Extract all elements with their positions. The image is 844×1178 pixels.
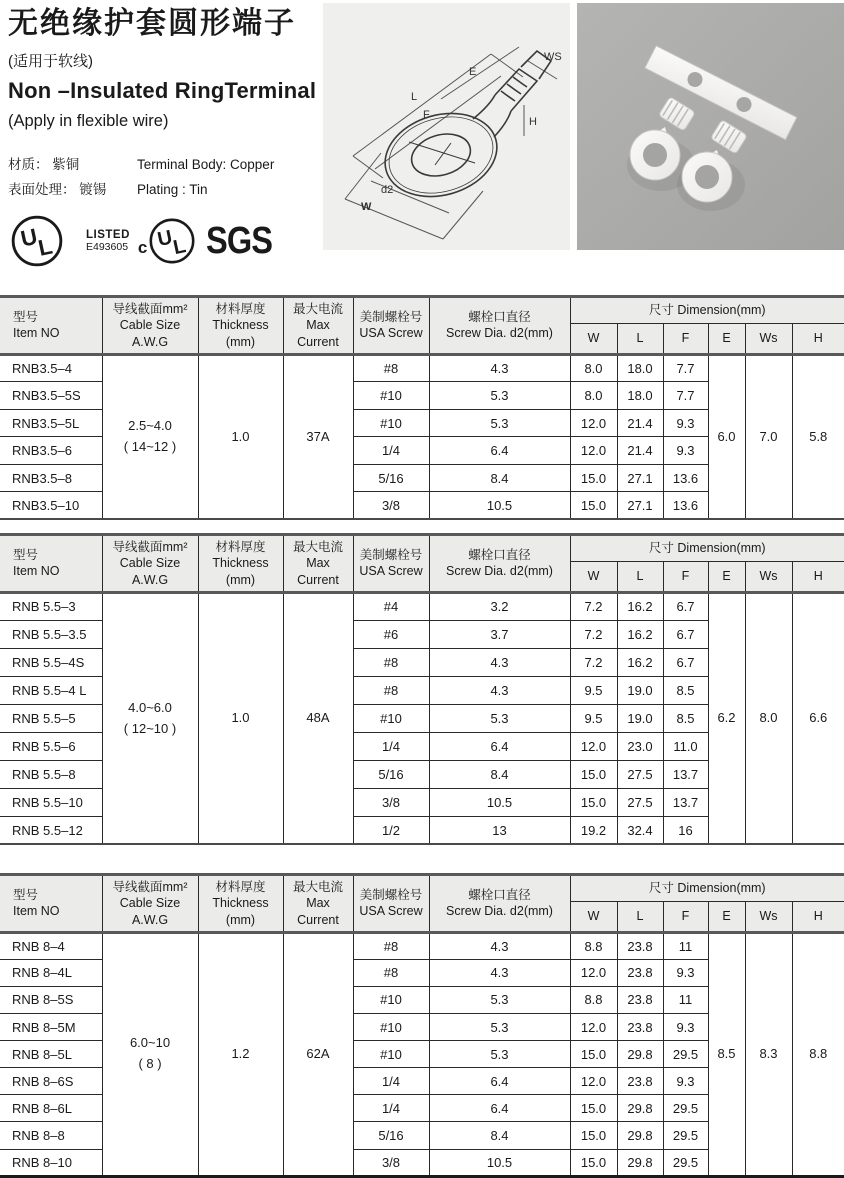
item-no-cell: RNB 5.5–4 L	[0, 676, 102, 704]
cable-size-value: 4.0~6.0	[128, 699, 172, 715]
col-header-current	[283, 297, 353, 355]
dim-w-cell: 12.0	[570, 409, 617, 437]
certification-logos	[10, 212, 282, 270]
dim-ws-cell: 8.0	[745, 592, 792, 844]
screw-dia-cell: 3.7	[429, 620, 570, 648]
col-header-cable-cn: 导线截面mm²	[112, 880, 188, 894]
item-no-cell: RNB 8–6S	[0, 1068, 102, 1095]
usa-screw-cell: #10	[353, 382, 429, 410]
usa-screw-cell: 1/4	[353, 437, 429, 465]
listed-label: LISTED	[86, 229, 130, 242]
item-no-cell: RNB 5.5–8	[0, 760, 102, 788]
item-no-cell: RNB 5.5–5	[0, 704, 102, 732]
table-row	[0, 354, 844, 382]
material-label-en: Terminal Body: Copper	[137, 157, 275, 172]
dim-w-cell: 15.0	[570, 492, 617, 520]
cul-letter-l: L	[171, 235, 189, 260]
dim-w-cell: 15.0	[570, 1149, 617, 1176]
dim-w-cell: 8.0	[570, 382, 617, 410]
dim-f-cell: 11	[663, 932, 708, 959]
col-header-e: E	[708, 901, 745, 932]
col-header-current	[283, 875, 353, 933]
item-no-cell: RNB3.5–10	[0, 492, 102, 520]
dim-l-cell: 16.2	[617, 592, 663, 620]
usa-screw-cell: 5/16	[353, 464, 429, 492]
dim-f-cell: 7.7	[663, 354, 708, 382]
col-header-w: W	[570, 561, 617, 592]
col-header-item	[0, 297, 102, 355]
dim-f-cell: 29.5	[663, 1041, 708, 1068]
col-header-dimension: 尺寸 Dimension(mm)	[570, 535, 844, 562]
dim-f-cell: 13.6	[663, 492, 708, 520]
col-header-screw	[353, 875, 429, 933]
col-header-thickness-cn: 材料厚度	[215, 880, 266, 894]
col-header-item-cn: 型号	[13, 310, 39, 325]
usa-screw-cell: 3/8	[353, 788, 429, 816]
dim-label-d2: d2	[381, 184, 394, 196]
dim-l-cell: 21.4	[617, 437, 663, 465]
dim-h-cell: 8.8	[792, 932, 844, 1176]
dim-w-cell: 15.0	[570, 788, 617, 816]
col-header-w: W	[570, 901, 617, 932]
cul-letter-u: U	[156, 226, 175, 252]
max-current-cell: 62A	[283, 932, 353, 1176]
item-no-cell: RNB 5.5–4S	[0, 648, 102, 676]
thickness-cell: 1.0	[198, 354, 283, 519]
col-header-f: F	[663, 901, 708, 932]
col-header-current-en: Max Current	[297, 318, 339, 349]
col-header-h: H	[792, 561, 844, 592]
col-header-current-cn: 最大电流	[292, 302, 343, 316]
dim-l-cell: 23.8	[617, 959, 663, 986]
col-header-thickness	[198, 875, 283, 933]
col-header-dia-en: Screw Dia. d2(mm)	[446, 564, 553, 579]
col-header-thickness	[198, 535, 283, 593]
dim-f-cell: 13.7	[663, 760, 708, 788]
screw-dia-cell: 5.3	[429, 986, 570, 1013]
col-header-cable	[102, 297, 198, 355]
col-header-e: E	[708, 561, 745, 592]
dim-l-cell: 23.0	[617, 732, 663, 760]
dim-f-cell: 29.5	[663, 1122, 708, 1149]
col-header-thickness-en: Thickness (mm)	[212, 556, 269, 587]
col-header-h: H	[792, 901, 844, 932]
dim-w-cell: 15.0	[570, 1095, 617, 1122]
item-no-cell: RNB 8–4L	[0, 959, 102, 986]
dim-w-cell: 12.0	[570, 1068, 617, 1095]
col-header-cable	[102, 535, 198, 593]
cable-awg-value: ( 14~12 )	[123, 439, 177, 454]
dim-f-cell: 9.3	[663, 437, 708, 465]
dim-label-l: L	[411, 91, 418, 103]
col-header-cable	[102, 875, 198, 933]
col-header-dia-cn: 螺栓口直径	[468, 548, 531, 563]
dim-l-cell: 27.5	[617, 760, 663, 788]
cable-awg-value: ( 12~10 )	[123, 720, 177, 736]
plating-label-en: Plating : Tin	[137, 181, 208, 197]
dim-label-ws: WS	[544, 51, 562, 63]
product-photo	[577, 3, 844, 250]
dim-h-cell: 6.6	[792, 592, 844, 844]
col-header-thickness-en: Thickness (mm)	[212, 318, 269, 349]
usa-screw-cell: #10	[353, 1014, 429, 1041]
item-no-cell: RNB3.5–5S	[0, 382, 102, 410]
dim-w-cell: 15.0	[570, 1041, 617, 1068]
dim-f-cell: 6.7	[663, 648, 708, 676]
screw-dia-cell: 6.4	[429, 1068, 570, 1095]
col-header-cable-cn: 导线截面mm²	[112, 540, 188, 554]
item-no-cell: RNB3.5–8	[0, 464, 102, 492]
col-header-ws: Ws	[745, 323, 792, 354]
dim-w-cell: 7.2	[570, 592, 617, 620]
plating-label-cn: 表面处理： 镀锡	[8, 181, 107, 197]
screw-dia-cell: 8.4	[429, 760, 570, 788]
dim-ws-cell: 8.3	[745, 932, 792, 1176]
table-row	[0, 932, 844, 959]
col-header-l: L	[617, 323, 663, 354]
screw-dia-cell: 6.4	[429, 732, 570, 760]
item-no-cell: RNB 8–5L	[0, 1041, 102, 1068]
screw-dia-cell: 4.3	[429, 676, 570, 704]
dim-ws-cell: 7.0	[745, 354, 792, 519]
col-header-screw	[353, 297, 429, 355]
screw-dia-cell: 5.3	[429, 1041, 570, 1068]
dim-l-cell: 19.0	[617, 704, 663, 732]
screw-dia-cell: 8.4	[429, 1122, 570, 1149]
col-header-item-en: Item NO	[13, 564, 60, 579]
page-title-english: Non –Insulated RingTerminal	[8, 78, 317, 103]
dim-w-cell: 8.8	[570, 932, 617, 959]
screw-dia-cell: 3.2	[429, 592, 570, 620]
plating-row	[8, 178, 318, 203]
dim-w-cell: 12.0	[570, 959, 617, 986]
dim-l-cell: 23.8	[617, 932, 663, 959]
item-no-cell: RNB 5.5–12	[0, 816, 102, 844]
col-header-dia	[429, 535, 570, 593]
dim-w-cell: 12.0	[570, 437, 617, 465]
col-header-cable-cn: 导线截面mm²	[112, 302, 188, 316]
usa-screw-cell: #8	[353, 676, 429, 704]
dim-e-cell: 6.2	[708, 592, 745, 844]
dim-f-cell: 29.5	[663, 1149, 708, 1176]
dim-w-cell: 8.8	[570, 986, 617, 1013]
screw-dia-cell: 4.3	[429, 648, 570, 676]
max-current-cell: 37A	[283, 354, 353, 519]
col-header-thickness-en: Thickness (mm)	[212, 896, 269, 927]
dim-f-cell: 6.7	[663, 620, 708, 648]
col-header-screw-en: USA Screw	[359, 904, 423, 919]
dim-label-f: F	[423, 109, 430, 121]
table-row	[0, 592, 844, 620]
cable-size-value: 2.5~4.0	[128, 418, 172, 434]
dim-label-e: E	[469, 66, 477, 78]
col-header-current-en: Max Current	[297, 556, 339, 587]
col-header-screw-cn: 美制螺栓号	[359, 310, 423, 325]
col-header-dia-en: Screw Dia. d2(mm)	[446, 904, 553, 919]
dim-f-cell: 7.7	[663, 382, 708, 410]
ul-letter-u: U	[18, 223, 40, 252]
dim-l-cell: 32.4	[617, 816, 663, 844]
dim-w-cell: 15.0	[570, 760, 617, 788]
col-header-current-cn: 最大电流	[292, 880, 343, 894]
screw-dia-cell: 10.5	[429, 788, 570, 816]
screw-dia-cell: 5.3	[429, 704, 570, 732]
dim-f-cell: 9.3	[663, 1014, 708, 1041]
usa-screw-cell: #8	[353, 932, 429, 959]
dim-label-w: W	[361, 201, 372, 213]
col-header-screw	[353, 535, 429, 593]
dim-w-cell: 7.2	[570, 620, 617, 648]
page-title-chinese: 无绝缘护套圆形端子	[8, 7, 296, 40]
thickness-cell: 1.2	[198, 932, 283, 1176]
subtitle-chinese: (适用于软线)	[8, 53, 93, 70]
dim-w-cell: 8.0	[570, 354, 617, 382]
dim-f-cell: 29.5	[663, 1095, 708, 1122]
col-header-screw-en: USA Screw	[359, 564, 423, 579]
dim-l-cell: 18.0	[617, 382, 663, 410]
col-header-e: E	[708, 323, 745, 354]
usa-screw-cell: #4	[353, 592, 429, 620]
usa-screw-cell: #10	[353, 409, 429, 437]
col-header-screw-cn: 美制螺栓号	[359, 888, 423, 903]
dim-f-cell: 9.3	[663, 959, 708, 986]
ul-letter-l: L	[36, 233, 55, 261]
col-header-cable-en: Cable Size A.W.G	[119, 318, 181, 349]
col-header-dia-en: Screw Dia. d2(mm)	[446, 326, 553, 341]
item-no-cell: RNB3.5–6	[0, 437, 102, 465]
dim-l-cell: 16.2	[617, 648, 663, 676]
dim-f-cell: 9.3	[663, 409, 708, 437]
screw-dia-cell: 5.3	[429, 1014, 570, 1041]
dim-f-cell: 8.5	[663, 704, 708, 732]
screw-dia-cell: 8.4	[429, 464, 570, 492]
dim-f-cell: 11.0	[663, 732, 708, 760]
dim-f-cell: 6.7	[663, 592, 708, 620]
item-no-cell: RNB 5.5–10	[0, 788, 102, 816]
item-no-cell: RNB 5.5–6	[0, 732, 102, 760]
item-no-cell: RNB 8–8	[0, 1122, 102, 1149]
photo-background	[577, 3, 844, 250]
usa-screw-cell: 3/8	[353, 492, 429, 520]
dim-e-cell: 6.0	[708, 354, 745, 519]
usa-screw-cell: 5/16	[353, 1122, 429, 1149]
dim-w-cell: 12.0	[570, 732, 617, 760]
dim-f-cell: 9.3	[663, 1068, 708, 1095]
dim-w-cell: 12.0	[570, 1014, 617, 1041]
dim-w-cell: 15.0	[570, 1122, 617, 1149]
usa-screw-cell: 1/4	[353, 732, 429, 760]
material-row	[8, 153, 318, 178]
dim-w-cell: 19.2	[570, 816, 617, 844]
usa-screw-cell: #8	[353, 959, 429, 986]
col-header-cable-en: Cable Size A.W.G	[119, 556, 181, 587]
dim-l-cell: 27.5	[617, 788, 663, 816]
col-header-w: W	[570, 323, 617, 354]
dim-w-cell: 7.2	[570, 648, 617, 676]
listed-file-number: E493605	[86, 240, 129, 253]
item-no-cell: RNB3.5–4	[0, 354, 102, 382]
col-header-dia	[429, 297, 570, 355]
dim-e-cell: 8.5	[708, 932, 745, 1176]
dim-w-cell: 9.5	[570, 676, 617, 704]
usa-screw-cell: #10	[353, 986, 429, 1013]
thickness-cell: 1.0	[198, 592, 283, 844]
col-header-dia-cn: 螺栓口直径	[468, 888, 531, 903]
dim-w-cell: 15.0	[570, 464, 617, 492]
col-header-dimension: 尺寸 Dimension(mm)	[570, 297, 844, 324]
dim-l-cell: 23.8	[617, 986, 663, 1013]
dim-w-cell: 9.5	[570, 704, 617, 732]
col-header-item	[0, 875, 102, 933]
usa-screw-cell: 1/4	[353, 1095, 429, 1122]
col-header-ws: Ws	[745, 901, 792, 932]
col-header-item-en: Item NO	[13, 904, 60, 919]
cul-logo-icon	[148, 217, 196, 265]
col-header-item	[0, 535, 102, 593]
col-header-ws: Ws	[745, 561, 792, 592]
dim-l-cell: 19.0	[617, 676, 663, 704]
col-header-l: L	[617, 561, 663, 592]
spec-table-rnb8	[0, 873, 844, 1178]
dim-l-cell: 21.4	[617, 409, 663, 437]
material-specs	[8, 153, 318, 203]
col-header-dimension: 尺寸 Dimension(mm)	[570, 875, 844, 902]
usa-screw-cell: 1/4	[353, 1068, 429, 1095]
col-header-h: H	[792, 323, 844, 354]
item-no-cell: RNB 5.5–3	[0, 592, 102, 620]
screw-dia-cell: 6.4	[429, 1095, 570, 1122]
col-header-current-cn: 最大电流	[292, 540, 343, 554]
dim-l-cell: 18.0	[617, 354, 663, 382]
title-block	[8, 6, 318, 203]
screw-dia-cell: 5.3	[429, 409, 570, 437]
cable-size-value: 6.0~10	[129, 1035, 171, 1051]
item-no-cell: RNB 8–5S	[0, 986, 102, 1013]
dim-f-cell: 13.6	[663, 464, 708, 492]
screw-dia-cell: 4.3	[429, 932, 570, 959]
screw-dia-cell: 5.3	[429, 382, 570, 410]
usa-screw-cell: #8	[353, 354, 429, 382]
usa-screw-cell: #6	[353, 620, 429, 648]
max-current-cell: 48A	[283, 592, 353, 844]
screw-dia-cell: 10.5	[429, 1149, 570, 1176]
screw-dia-cell: 13	[429, 816, 570, 844]
item-no-cell: RNB 8–10	[0, 1149, 102, 1176]
usa-screw-cell: #8	[353, 648, 429, 676]
col-header-l: L	[617, 901, 663, 932]
dim-l-cell: 27.1	[617, 464, 663, 492]
spec-table-rnb5-5	[0, 533, 844, 845]
dim-f-cell: 8.5	[663, 676, 708, 704]
dim-l-cell: 29.8	[617, 1122, 663, 1149]
cable-size-cell	[102, 592, 198, 844]
screw-dia-cell: 4.3	[429, 354, 570, 382]
material-label-cn: 材质： 紫铜	[8, 157, 80, 172]
screw-dia-cell: 6.4	[429, 437, 570, 465]
dim-f-cell: 13.7	[663, 788, 708, 816]
dim-f-cell: 16	[663, 816, 708, 844]
item-no-cell: RNB 8–4	[0, 932, 102, 959]
usa-screw-cell: #10	[353, 1041, 429, 1068]
col-header-item-cn: 型号	[13, 548, 39, 563]
col-header-item-cn: 型号	[13, 888, 39, 903]
item-no-cell: RNB 8–5M	[0, 1014, 102, 1041]
usa-screw-cell: 1/2	[353, 816, 429, 844]
col-header-f: F	[663, 561, 708, 592]
col-header-current-en: Max Current	[297, 896, 339, 927]
usa-screw-cell: 5/16	[353, 760, 429, 788]
cul-c-prefix: c	[137, 238, 148, 257]
screw-dia-cell: 10.5	[429, 492, 570, 520]
col-header-thickness	[198, 297, 283, 355]
ul-listed-text	[86, 229, 130, 252]
ul-logo-icon	[10, 214, 64, 268]
dim-l-cell: 29.8	[617, 1095, 663, 1122]
col-header-f: F	[663, 323, 708, 354]
subtitle-english: (Apply in flexible wire)	[8, 112, 169, 130]
dim-l-cell: 23.8	[617, 1068, 663, 1095]
usa-screw-cell: #10	[353, 704, 429, 732]
dim-l-cell: 23.8	[617, 1014, 663, 1041]
dim-l-cell: 16.2	[617, 620, 663, 648]
item-no-cell: RNB3.5–5L	[0, 409, 102, 437]
terminal-dimension-drawing	[323, 3, 570, 250]
dim-label-h: H	[529, 116, 537, 128]
dim-l-cell: 29.8	[617, 1041, 663, 1068]
col-header-dia-cn: 螺栓口直径	[468, 310, 531, 325]
col-header-thickness-cn: 材料厚度	[215, 302, 266, 316]
col-header-screw-en: USA Screw	[359, 326, 423, 341]
dim-f-cell: 11	[663, 986, 708, 1013]
spec-table-rnb3-5	[0, 295, 844, 520]
col-header-dia	[429, 875, 570, 933]
item-no-cell: RNB 8–6L	[0, 1095, 102, 1122]
screw-dia-cell: 4.3	[429, 959, 570, 986]
cable-awg-value: ( 8 )	[138, 1056, 162, 1072]
col-header-item-en: Item NO	[13, 326, 60, 341]
dim-l-cell: 29.8	[617, 1149, 663, 1176]
dim-h-cell: 5.8	[792, 354, 844, 519]
dim-l-cell: 27.1	[617, 492, 663, 520]
cable-size-cell	[102, 354, 198, 519]
usa-screw-cell: 3/8	[353, 1149, 429, 1176]
col-header-screw-cn: 美制螺栓号	[359, 548, 423, 563]
cable-size-cell	[102, 932, 198, 1176]
col-header-current	[283, 535, 353, 593]
col-header-thickness-cn: 材料厚度	[215, 540, 266, 554]
sgs-logo: SGS	[206, 219, 273, 262]
item-no-cell: RNB 5.5–3.5	[0, 620, 102, 648]
col-header-cable-en: Cable Size A.W.G	[119, 896, 181, 927]
